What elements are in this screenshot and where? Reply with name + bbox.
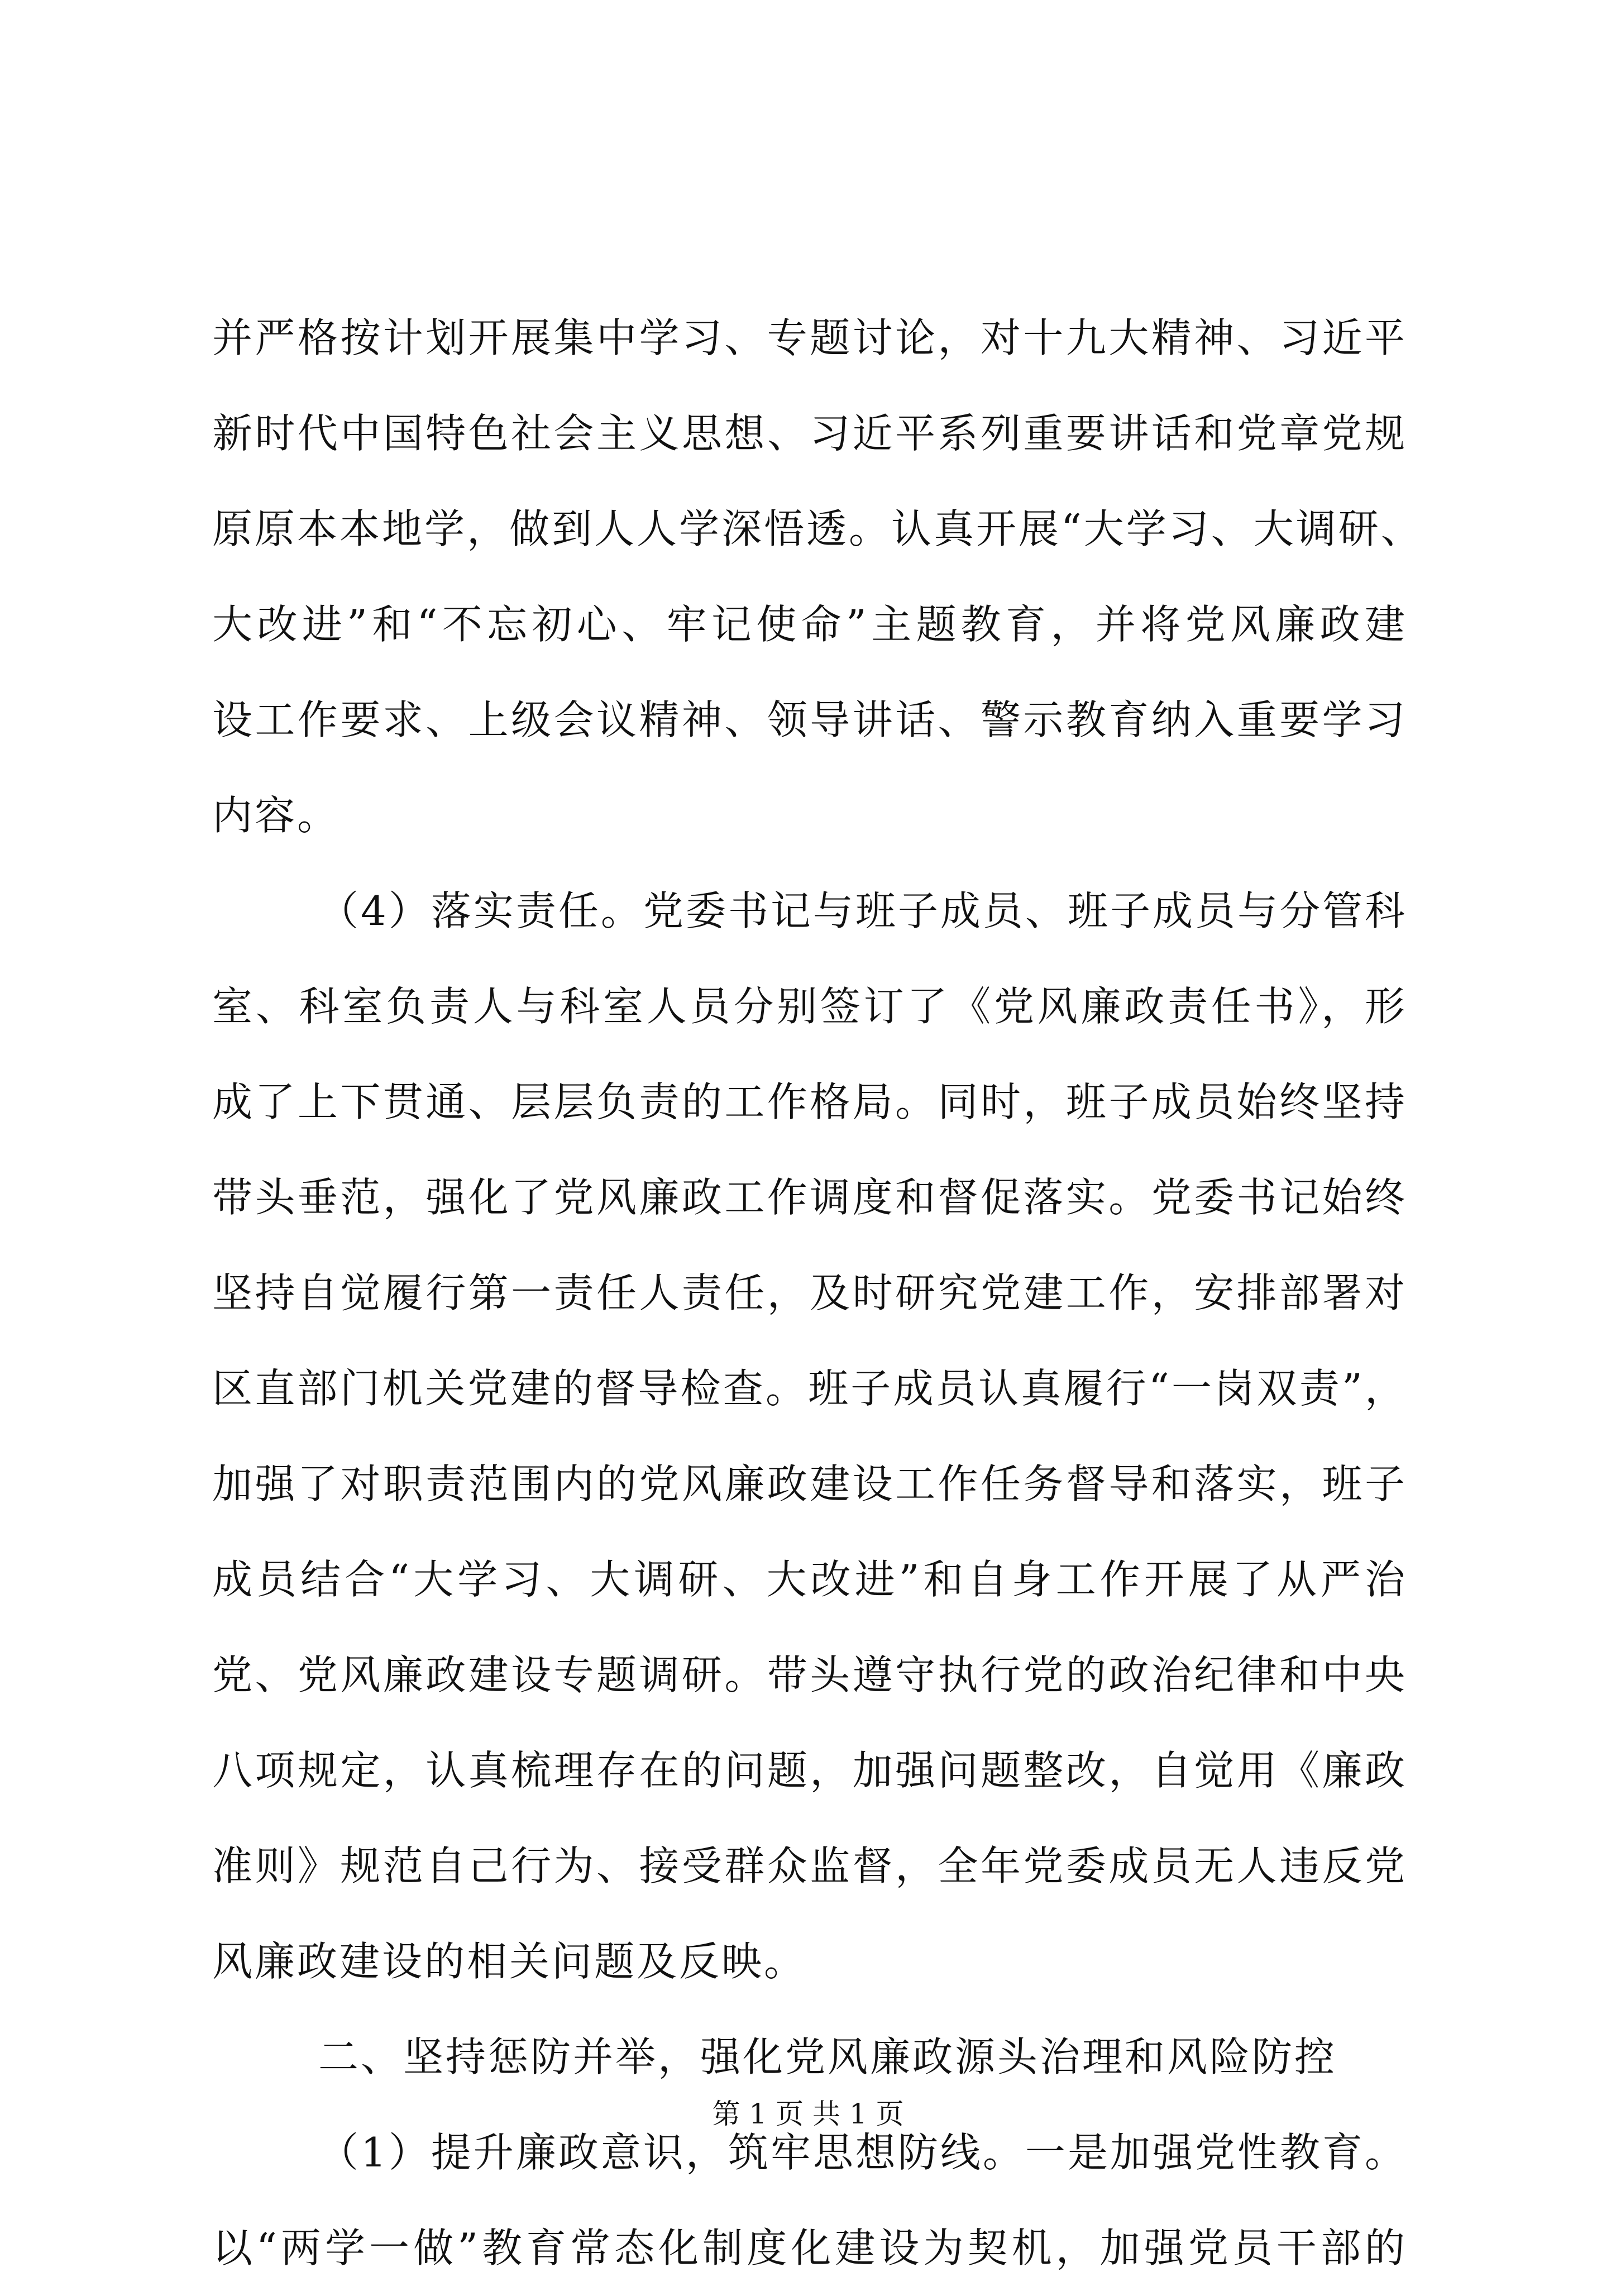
- text-line: 新时代中国特色社会主义思想、习近平系列重要讲话和党章党规: [212, 410, 1407, 457]
- text-line: 风廉政建设的相关问题及反映。: [212, 1938, 807, 1985]
- text-line: 大改进”和“不忘初心、牢记使命”主题教育，并将党风廉政建: [212, 601, 1407, 648]
- paragraph-start-line: （4）落实责任。党委书记与班子成员、班子成员与分管科: [318, 887, 1407, 934]
- page-footer: 第 1 页 共 1 页: [712, 2098, 904, 2130]
- text-line: 坚持自觉履行第一责任人责任，及时研究党建工作，安排部署对: [212, 1269, 1407, 1316]
- text-line: 区直部门机关党建的督导检查。班子成员认真履行“一岗双责”，: [212, 1365, 1407, 1412]
- text-line: 党、党风廉政建设专题调研。带头遵守执行党的政治纪律和中央: [212, 1651, 1407, 1698]
- text-line: 成员结合“大学习、大调研、大改进”和自身工作开展了从严治: [212, 1556, 1407, 1603]
- text-line: 原原本本地学，做到人人学深悟透。认真开展“大学习、大调研、: [212, 505, 1423, 552]
- document-body: [212, 290, 1423, 2296]
- paragraph-start-line: （1）提升廉政意识，筑牢思想防线。一是加强党性教育。: [318, 2129, 1407, 2176]
- text-line: 八项规定，认真梳理存在的问题，加强问题整改，自觉用《廉政: [212, 1747, 1407, 1794]
- text-line: 准则》规范自己行为、接受群众监督，全年党委成员无人违反党: [212, 1842, 1407, 1889]
- text-line: 内容。: [212, 792, 340, 839]
- text-line: 加强了对职责范围内的党风廉政建设工作任务督导和落实，班子: [212, 1460, 1407, 1507]
- section-heading: 二、坚持惩防并举，强化党风廉政源头治理和风险防控: [318, 2034, 1337, 2080]
- text-line: 设工作要求、上级会议精神、领导讲话、警示教育纳入重要学习: [212, 696, 1407, 743]
- text-line: 以“两学一做”教育常态化制度化建设为契机，加强党员干部的: [212, 2225, 1407, 2271]
- text-line: 成了上下贯通、层层负责的工作格局。同时，班子成员始终坚持: [212, 1078, 1407, 1125]
- text-line: 室、科室负责人与科室人员分别签订了《党风廉政责任书》，形: [212, 983, 1407, 1030]
- text-line: 带头垂范，强化了党风廉政工作调度和督促落实。党委书记始终: [212, 1174, 1407, 1221]
- text-line: 并严格按计划开展集中学习、专题讨论，对十九大精神、习近平: [212, 314, 1407, 361]
